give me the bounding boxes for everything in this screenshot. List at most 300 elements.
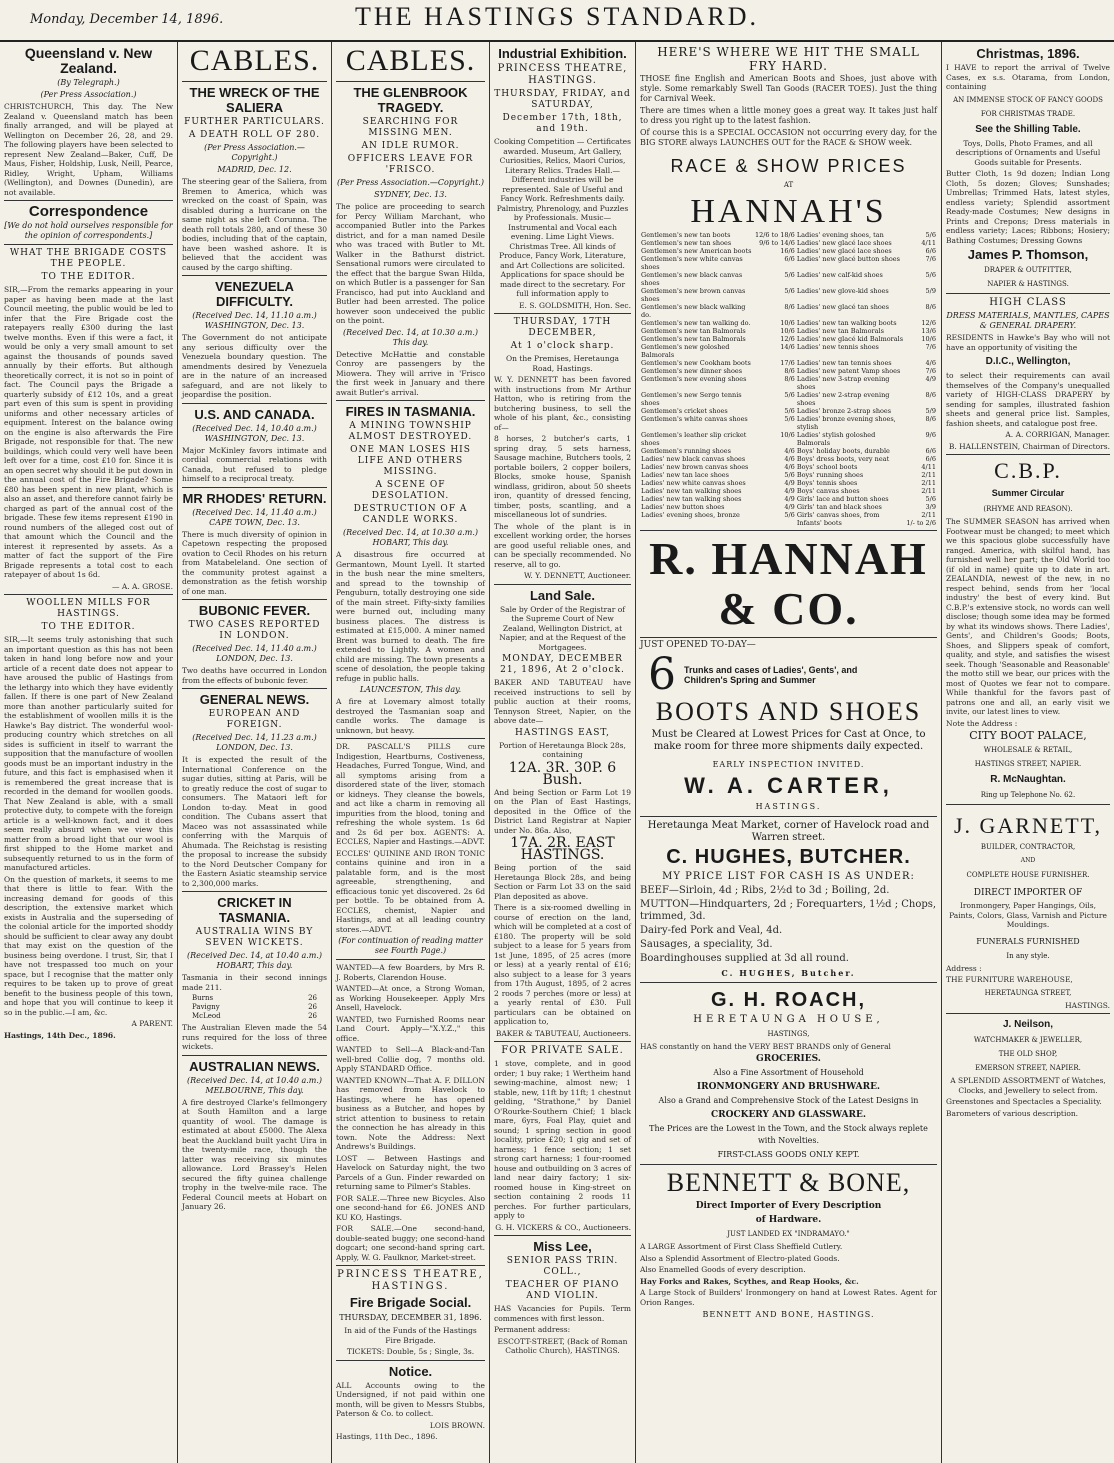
article-body: A disastrous fire occurred at Germantown, Mount Lyell. It started in the bush near the mine smelters, and spread to the township of Penguburn, totally destroying one side of the main street. Fifty-sixty families were burned out, including many business places. The distress is estimated at £15,000. A miner named Brent was burned to death. The fire extended to Lightly. A women and child are missing. The town presents a scene of desolation, the people taking refuge in public halls. bbox=[336, 550, 485, 683]
price-table-body bbox=[640, 231, 937, 527]
article-heading: VENEZUELA DIFFICULTY. bbox=[215, 279, 294, 309]
newspaper-title: THE HASTINGS STANDARD. bbox=[354, 2, 760, 31]
ad-body: Being portion of the said Heretaunga Block 28s, and being Section or Farm Lot 33 on the said Plan deposited as above. bbox=[494, 863, 631, 901]
item-name: Ladies' new tan walking boots bbox=[796, 319, 897, 327]
price-item: Boardinghouses supplied at 3d all round. bbox=[640, 952, 849, 964]
item-name: Girls' canvas shoes, from bbox=[796, 511, 880, 519]
auction-date: MONDAY, DECEMBER 21, 1896, At 2 o'clock. bbox=[500, 654, 625, 675]
dateline: MADRID, Dec. 12. bbox=[217, 165, 292, 174]
ad-subheading: AND bbox=[1020, 857, 1036, 864]
ad-body: In aid of the Funds of the Hastings Fire Brigade. bbox=[344, 1326, 477, 1345]
divider bbox=[640, 637, 937, 638]
item-name: Gentlemen's new goloshed Balmorals bbox=[641, 343, 730, 359]
divider bbox=[494, 1041, 631, 1042]
article-heading: MR RHODES' RETURN. bbox=[182, 490, 327, 506]
ad-body: The Prices are the Lowest in the Town, and the Stock always replete with Novelties. bbox=[649, 1124, 928, 1145]
item-name: Ladies' new tan lace shoes bbox=[641, 471, 729, 479]
ad-body: Of course this is a SPECIAL OCCASION not occurring every day, for the BIG STORE always LAUNCHES OUT for the RACE & SHOW week. bbox=[640, 128, 937, 147]
price-row bbox=[640, 247, 937, 255]
item-name: Gentlemen's new tan Balmorals bbox=[641, 327, 746, 335]
dateline: (Received Dec. 14, at 10.30 a.m.) This day. bbox=[342, 327, 479, 347]
ad-body: Toys, Dolls, Photo Frames, and all descriptions of Ornaments and Useful Goods suitable for Presents. bbox=[955, 138, 1101, 167]
divider bbox=[182, 891, 327, 892]
divider bbox=[182, 275, 327, 276]
article-body: It is expected the result of the International Conference on the sugar duties, sitting at Paris, will be to greatly reduce the cost of sugar to consumers. The Mataori left for London to-day. Meat in good condition. The Cubans assert that Maceo was not assassinated while conferring with the Marquis of Ahumada. The Reichstag is resisting the proposal to increase the subsidy to the Nord Deutscher Company for the Eastern Asiatic steamship service to 2,300,000 marks. bbox=[182, 755, 327, 888]
dateline: (Received Dec. 14, at 10.40 a.m.) MELBOURNE, This day. bbox=[186, 1075, 323, 1095]
ad-subheading: HASTINGS, bbox=[767, 1029, 810, 1038]
ad-body: Ironmongery, Paper Hangings, Oils, Paints, Colors, Glass, Varnish and Picture Mouldings. bbox=[949, 901, 1107, 929]
ad-body: A SPLENDID ASSORTMENT of Watches, Clocks, and Jewellery to select from. bbox=[950, 1076, 1106, 1095]
divider bbox=[336, 81, 485, 82]
classified-ad: WANTED—At once, a Strong Woman, as Working Housekeeper. Apply Mrs Ansell, Havelock. bbox=[336, 984, 485, 1012]
price-row bbox=[640, 335, 937, 343]
price-row bbox=[640, 343, 937, 359]
disclaimer: [We do not hold ourselves responsible for the opinion of correspondents.] bbox=[4, 221, 173, 240]
divider bbox=[4, 244, 173, 245]
ad-signature: BENNETT AND BONE, HASTINGS. bbox=[702, 1310, 875, 1319]
article-body: Major McKinley favors intimate and cordial commercial relations with Canada, but refused to pledge himself to a reciprocal treaty. bbox=[182, 445, 327, 483]
item-name: Ladies' new glove-kid shoes bbox=[796, 287, 889, 295]
article-heading: THE WRECK OF THE SALIERA bbox=[189, 85, 320, 115]
divider bbox=[946, 454, 1110, 455]
item-name: Ladies' new button shoes bbox=[641, 503, 725, 511]
ad-signature: BAKER & TABUTEAU, Auctioneers. bbox=[495, 1028, 631, 1038]
price-row bbox=[640, 471, 937, 479]
roach-heading: G. H. ROACH, bbox=[710, 988, 867, 1011]
ad-body: The SUMMER SEASON has arrived when Footwear must be changed; to meet which we this spacious globe successfully have ranged. America, with skilful hand, has furnished well her part; the Old World too (if old in name) quite up to date in art. ZEALANDIA, newest of the new, in no respect behind, sends from her 'local industry' the best of every kind. But C.B.P.'s extensive stock, no words can well disclose; though some idea may be formed by what its windows shows. There Ladies', Gents', and Children's Goods; Boots, Shoes, and Slippers speak of comfort, quality, and style, and satisfies the wisest seek. Though 'Seasonable and Reasonable' the motto still we bear, our prices with the most of Quotes we fear not to compare. While thankful for the favors past of patrons one and all, an early visit we invite, our latest lines to view. bbox=[946, 517, 1110, 716]
item-name: Ladies' new glacé lace shoes bbox=[796, 247, 892, 255]
dateline: SYDNEY, Dec. 13. bbox=[374, 190, 447, 199]
item-name bbox=[640, 519, 754, 527]
item-name: Gentlemen's new brown canvas shoes bbox=[641, 287, 746, 303]
ad-body: CROCKERY AND GLASSWARE. bbox=[710, 1110, 867, 1120]
item-name: Ladies' new calf-kid shoes bbox=[796, 271, 883, 279]
item-price: 5/6 bbox=[925, 495, 936, 503]
ad-body: THOSE fine English and American Boots and Shoes, just above with style. Some remarkably Swell Tan Goods (RACER TOES). Just the thing for Carnival Week. bbox=[640, 74, 937, 103]
item-name: Gentlemen's new tan Balmorals bbox=[641, 335, 746, 343]
ad-body: Must be Cleared at Lowest Prices for Cast at Once, to make room for three more shipments daily expected. bbox=[651, 728, 926, 752]
advertisement: ECCLES' QUININE AND IRON TONIC contains quinine and iron in a palatable form, and is the most agreeable, strengthening, and efficacious tonic yet discovered. 2s 6d per bottle. To be obtained from A. ECCLES, chemist, Napier and Hastings, and at all leading country stores.—ADVT. bbox=[336, 848, 485, 934]
price-row bbox=[640, 255, 937, 271]
bennett-heading: BENNETT & BONE, bbox=[666, 1168, 911, 1197]
ad-body: Heretaunga Meat Market, corner of Havelock road and Warren street. bbox=[647, 819, 930, 843]
classified-ad: WANTED to Sell—A Black-and-Tan well-bred Collie dog, 7 months old. Apply STANDARD Office. bbox=[336, 1045, 485, 1073]
item-name: Ladies' new tan walking shoes bbox=[641, 487, 742, 495]
column-1 bbox=[0, 42, 178, 1463]
ad-heading: FUNERALS FURNISHED bbox=[976, 936, 1080, 946]
item-price: 5/6 bbox=[925, 231, 936, 239]
item-price: 13/6 bbox=[921, 327, 936, 335]
ad-body: There are times when a little money goes a great way. It takes just half to dress you right up to the latest fashion. bbox=[640, 106, 937, 125]
item-price: 4/9 bbox=[784, 503, 795, 511]
ad-body: TICKETS: Double, 5s ; Single, 3s. bbox=[346, 1347, 475, 1356]
item-name: Ladies' new glacé tan shoes bbox=[796, 303, 889, 311]
classified-ad: FOR SALE.—Three new Bicycles. Also one second-hand for £6. JONES AND KU KO, Hastings. bbox=[336, 1193, 485, 1222]
price-row bbox=[640, 407, 937, 415]
divider bbox=[182, 1055, 327, 1056]
ad-body: Also a Fine Assortment of Household bbox=[713, 1068, 864, 1077]
auction-location: On the Premises, Heretaunga Road, Hastings. bbox=[506, 354, 619, 373]
hughes-heading: C. HUGHES, BUTCHER. bbox=[666, 845, 911, 868]
price-row bbox=[640, 495, 937, 503]
item-name: Gentlemen's white canvas shoes bbox=[641, 415, 748, 423]
ad-subheading: HASTINGS. bbox=[755, 801, 822, 811]
section-title: CABLES. bbox=[189, 44, 320, 77]
item-price: 4/11 bbox=[921, 239, 936, 247]
notice-signature: LOIS BROWN. bbox=[429, 1420, 485, 1430]
ad-subheading: NAPIER & HASTINGS. bbox=[987, 280, 1069, 288]
item-price: 4/9 bbox=[784, 479, 795, 487]
item-price: 5/9 bbox=[925, 287, 936, 295]
ad-subheading: December 17th, 18th, and 19th. bbox=[502, 113, 623, 134]
price-table bbox=[640, 231, 937, 527]
ad-body: Greenstones and Spectacles a Speciality. bbox=[946, 1097, 1102, 1106]
item-price: 12/6 to 18/6 bbox=[754, 231, 795, 239]
item-price: 8/6 bbox=[784, 375, 795, 383]
article-body: A fire destroyed Clarke's fellmongery at South Hamilton and a large quantity of wool. The damage is estimated at about £5000. The Alexa beat the Auckland built yacht Uira in the twenty-mile race, though the latter was receiving six minutes allowance. Lord Brassey's Helen secured the fifty guinea challenge trophy in the twelve-mile race. The Federal Council meets at Hobart on January 26. bbox=[182, 1097, 327, 1211]
article-heading: FIRES IN TASMANIA. bbox=[345, 404, 476, 419]
ad-body: There is a six-roomed dwelling in course of erection on the land, which will be completed at a cost of £180. The property will be sold subject to a lease for 5 years from 1st June, 1895, of 25 acres (more or less) at a yearly rental of £16; also subject to a lease for 3 years from 17th August, 1895, of 2 acres 2 roods 7 perches (more or less) at a yearly rental of £30. Full particulars can be obtained on application to, bbox=[494, 903, 631, 1026]
ad-signature: G. H. VICKERS & CO., Auctioneers. bbox=[495, 1222, 631, 1232]
letter-heading: WHAT THE BRIGADE COSTS THE PEOPLE. bbox=[9, 248, 168, 269]
classified-ad: WANTED KNOWN—That A. F. DILLON has removed from Havelock to Hastings, where he has opened business as a Butcher, and hopes by strict attention to business to retain the connection he has already in this town. Note the Address: Next Andrews's Buildings. bbox=[336, 1075, 485, 1151]
classified-ad: LOST — Between Hastings and Havelock on Saturday night, the two Parcels of a Gun. Finder rewarded on returning same to Pilmer's Stables. bbox=[336, 1153, 485, 1191]
item-name: Ladies' evening shoes, tan bbox=[796, 231, 884, 239]
price-row bbox=[640, 287, 937, 303]
item-name: Gentlemen's leather slip cricket shoes bbox=[641, 431, 747, 447]
ad-body: HASTINGS. bbox=[1065, 1000, 1110, 1010]
column-2 bbox=[178, 42, 332, 1463]
divider bbox=[336, 1265, 485, 1266]
article-body: The Government do not anticipate any serious difficulty over the Venezuela boundary question. The amendments desired by Venezuela are in the nature of an increased safeguard, and are not likely to jeopardise the position. bbox=[182, 333, 327, 399]
ad-subheading: HASTINGS EAST, bbox=[515, 727, 610, 738]
item-price: 4/6 bbox=[925, 359, 936, 367]
item-price: 6/6 bbox=[925, 455, 936, 463]
r-hannah-logo: R. HANNAH & CO. bbox=[649, 533, 928, 634]
item-name: Boys' tennis shoes bbox=[796, 479, 858, 487]
item-name: Gentlemen's new American boots bbox=[641, 247, 752, 255]
article-heading: AUSTRALIAN NEWS. bbox=[189, 1058, 320, 1074]
ad-heading: PRINCESS THEATRE, HASTINGS. bbox=[337, 1269, 484, 1292]
player-score: 26 bbox=[308, 1012, 317, 1020]
item-price: 8/6 bbox=[784, 303, 795, 311]
price-row bbox=[640, 479, 937, 487]
item-name: Ladies' new black canvas shoes bbox=[641, 455, 746, 463]
score-row bbox=[182, 1003, 327, 1012]
auction-signature: W. Y. DENNETT, Auctioneer. bbox=[523, 571, 631, 580]
divider bbox=[336, 738, 485, 739]
price-row bbox=[640, 271, 937, 287]
ad-subheading: of Hardware. bbox=[755, 1215, 822, 1225]
ad-subheading: EMERSON STREET, NAPIER. bbox=[975, 1064, 1081, 1072]
ad-subheading: Summer Circular bbox=[991, 488, 1065, 498]
ad-body: And being Section or Farm Lot 19 on the Plan of East Hastings, deposited in the Office of the District Land Registrar at Napier under No. 86a. Also, bbox=[494, 787, 631, 835]
ad-body: GROCERIES. bbox=[756, 1054, 821, 1064]
hannahs-heading: HANNAH'S bbox=[690, 193, 887, 230]
item-name: Ladies' new patent Vamp shoes bbox=[796, 367, 901, 375]
ad-body: FOR CHRISTMAS TRADE. bbox=[980, 109, 1076, 118]
letter-body: On the question of markets, it seems to me that there is little to fear. With the increasing demand for goods of this description, the extensive market which exists in Australia and the superseding of the colonial article for the imported shoddy should be sufficient to clear away any doubt that may exist on the question of the business being overdone. I trust, Sir, that I have not trespassed too much on your space, but I recognise that the matter only requires to be taken up to prove of great benefit to the business people of this town, and hope that you will continue to keep it so in the public.—I am, &c. bbox=[4, 874, 173, 1017]
ad-body: Note the Address : bbox=[946, 718, 1018, 728]
ad-body: THE FURNITURE WAREHOUSE, bbox=[946, 975, 1073, 984]
subheading: DESTRUCTION OF A CANDLE WORKS. bbox=[353, 504, 468, 525]
divider bbox=[946, 1013, 1110, 1014]
ad-body: Also Enamelled Goods of every description. bbox=[640, 1265, 806, 1274]
item-price: 4/6 bbox=[784, 463, 795, 471]
continuation-note: (For continuation of reading matter see Fourth Page.) bbox=[338, 936, 483, 955]
dateline: LAUNCESTON, This day. bbox=[359, 685, 462, 694]
section-title: CABLES. bbox=[345, 44, 476, 77]
item-name: Boys' running shoes bbox=[796, 471, 864, 479]
item-price: 17/6 bbox=[780, 359, 795, 367]
column-6 bbox=[942, 42, 1114, 1463]
divider bbox=[182, 688, 327, 689]
item-name: Ladies' new 2-strap evening shoes bbox=[796, 391, 890, 407]
ad-body: A Large Stock of Builders' Ironmongery on hand at Lowest Rates. Agent for Orion Ranges. bbox=[640, 1288, 937, 1307]
price-list-heading: MY PRICE LIST FOR CASH IS AS UNDER: bbox=[662, 870, 915, 882]
dateline: (Received Dec. 14, at 10.40 a.m.) HOBART, This day. bbox=[186, 951, 323, 970]
item-price: 7/6 bbox=[925, 343, 936, 351]
notice-heading: Notice. bbox=[388, 1363, 433, 1379]
column-5 bbox=[636, 42, 942, 1463]
item-name: Gentlemen's new black canvas shoes bbox=[641, 271, 743, 287]
ad-heading: FOR PRIVATE SALE. bbox=[501, 1045, 624, 1056]
item-price: 12/6 bbox=[921, 319, 936, 327]
ad-heading: Industrial Exhibition. bbox=[498, 46, 627, 61]
column-4 bbox=[490, 42, 636, 1463]
race-heading: RACE & SHOW PRICES bbox=[670, 156, 907, 176]
subheading: OFFICERS LEAVE FOR 'FRISCO. bbox=[347, 154, 474, 175]
ad-heading: Miss Lee, bbox=[533, 1239, 592, 1254]
subheading: A SCENE OF DESOLATION. bbox=[371, 480, 450, 501]
divider bbox=[494, 313, 631, 314]
ad-body: HERETAUNGA STREET, bbox=[984, 988, 1072, 997]
subheading: ONE MAN LOSES HIS LIFE AND OTHERS MISSING. bbox=[350, 445, 471, 477]
item-price: 5/6 bbox=[784, 271, 795, 279]
ad-body: Permanent address: bbox=[494, 1325, 571, 1334]
ad-heading: See the Shilling Table. bbox=[975, 123, 1081, 135]
item-price: 6/6 bbox=[925, 247, 936, 255]
article-body: The Australian Eleven made the 54 runs required for the loss of three wickets. bbox=[182, 1023, 327, 1051]
item-name: Gentlemen's new Cookham boots bbox=[641, 359, 751, 367]
item-price: 8/6 bbox=[925, 415, 936, 423]
item-price: 7/6 bbox=[925, 255, 936, 263]
item-name: Ladies' new tan tennis shoes bbox=[796, 359, 892, 367]
subheading: AN IDLE RUMOR. bbox=[361, 141, 460, 151]
classified-ad: FOR SALE.—One second-hand, double-seated buggy; one second-hand dogcart; one second-hand spring cart. Apply, W. G. Faulknor, Market-street. bbox=[336, 1224, 485, 1262]
ad-body: to select their requirements can avail themselves of the Company's unequalled variety of HIGH-CLASS DRAPERY by sending for samples, illustrated fashion sheets and general price list. Samples, fashion sheets, and catalogue post free. bbox=[946, 371, 1110, 428]
cbp-heading: C.B.P. bbox=[994, 458, 1062, 483]
item-name: Gentlemen's new dinner shoes bbox=[641, 367, 743, 375]
divider bbox=[4, 594, 173, 595]
item-price: 2/11 bbox=[921, 487, 936, 495]
ad-body: Also a Splendid Assortment of Electro-plated Goods. bbox=[640, 1253, 840, 1263]
player-name: Pavigny bbox=[192, 1003, 220, 1011]
ad-subheading: PRINCESS THEATRE, HASTINGS. bbox=[497, 63, 628, 86]
issue-date: Monday, December 14, 1896. bbox=[30, 12, 224, 27]
item-price: 2/11 bbox=[921, 511, 936, 519]
price-row bbox=[640, 367, 937, 375]
ad-subheading: COMPLETE HOUSE FURNISHER. bbox=[966, 871, 1090, 879]
price-row bbox=[640, 319, 937, 327]
dateline: (Received Dec. 14, 11.40 a.m.) CAPE TOWN, Dec. 13. bbox=[192, 507, 317, 527]
item-name: Ladies' new tennis shoes bbox=[796, 343, 879, 351]
item-price: 5/6 bbox=[925, 271, 936, 279]
divider bbox=[640, 530, 937, 531]
price-item: Dairy-fed Pork and Veal, 4d. bbox=[640, 924, 783, 936]
item-name: Ladies' new 3-strap evening shoes bbox=[796, 375, 890, 391]
player-score: 26 bbox=[308, 1003, 317, 1011]
item-price: 6/6 bbox=[784, 255, 795, 263]
letter-salutation: TO THE EDITOR. bbox=[41, 272, 136, 282]
article-body: Two deaths have occurred in London from the effects of bubonic fever. bbox=[182, 666, 327, 685]
ad-heading: Christmas, 1896. bbox=[976, 46, 1080, 61]
dateline: (Received Dec. 14, 11.23 a.m.) LONDON, Dec. 13. bbox=[192, 733, 317, 752]
item-name: Ladies' evening shoes, bronze bbox=[641, 511, 740, 519]
item-price: 16/6 bbox=[780, 247, 795, 255]
notice-date: Hastings, 11th Dec., 1896. bbox=[336, 1432, 438, 1441]
player-score: 26 bbox=[308, 994, 317, 1002]
ad-heading: HIGH CLASS bbox=[989, 297, 1067, 308]
price-row bbox=[640, 359, 937, 367]
six-numeral: 6 bbox=[648, 648, 676, 700]
ad-body: FIRST-CLASS GOODS ONLY KEPT. bbox=[717, 1150, 860, 1159]
item-price: 10/6 bbox=[780, 431, 795, 439]
ad-body: In any style. bbox=[1006, 951, 1050, 960]
item-name: Ladies' new glacé lace shoes bbox=[796, 239, 892, 247]
ad-subheading: THURSDAY, FRIDAY, and SATURDAY, bbox=[494, 89, 631, 110]
article-body: There is much diversity of opinion in Capetown respecting the proposed ovation to Cecil Rhodes on his return from Matabeleland. One section of the community protest against a demonstration as the fetish worship of one man. bbox=[182, 529, 327, 596]
ad-subheading: SENIOR PASS TRIN. COLL., bbox=[506, 1256, 619, 1277]
price-row bbox=[640, 431, 937, 447]
item-name: Ladies' new glacé kid Balmorals bbox=[796, 335, 904, 343]
subheading: A DEATH ROLL OF 280. bbox=[188, 130, 321, 140]
item-price: 8/6 bbox=[925, 391, 936, 399]
item-price: 8/6 bbox=[925, 303, 936, 311]
ad-heading: CITY BOOT PALACE, bbox=[969, 729, 1087, 742]
classified-ad: WANTED, two Furnished Rooms near Land Court. Apply—"X.Y.Z.," this office. bbox=[336, 1014, 485, 1043]
item-name: Boys' holiday boots, durable bbox=[796, 447, 890, 455]
item-name: Infants' boots bbox=[796, 519, 842, 527]
garnett-heading: J. GARNETT, bbox=[953, 813, 1103, 838]
article-body: The police are proceeding to search for Percy William Marchant, who accompanied Butler into the Parkes district, and for a man named Desile who was traced with Butler to Mt. Walker in the Bathurst district. Sensational rumors were circulated to the effect that the bargue Swan Hilda, on which Butler is a passenger for San Francisco, had put into Auckland and Butler had been arrested. The police however soon undeceived the public on the point. bbox=[336, 202, 485, 325]
ad-body: 1 stove, complete, and in good order; 1 buy rake; 1 Wertheim hand sewing-machine, almost new; 1 stable, new, 11ft by 11ft; 1 chestnut gelding, "Strathone," by Daniel O'Rourke-Southern Chief; 1 black mare, 6yrs, Foal Play, quiet and sound; 1 spring section in good locality, price £20; 1 gig and set of harness; 1 fence section; 1 set strong cart harness; 1 four-roomed house and outbuilding on 3 acres of land near dairy factory; 1 six-roomed house in King-street on section containing 2 roods 11 perches. For further particulars, apply to bbox=[494, 1059, 631, 1220]
letter-signature: A PARENT. bbox=[131, 1019, 173, 1028]
at-label: AT bbox=[783, 181, 794, 189]
divider bbox=[182, 81, 327, 82]
letter-date: Hastings, 14th Dec., 1896. bbox=[4, 1030, 116, 1040]
price-row bbox=[640, 231, 937, 239]
advertisement: DR. PASCALL'S PILLS cure Indigestion, Heartburns, Costiveness, Headaches, Furred Tongue, Wind, and all symptoms arising from a disordered state of the liver, stomach or kidneys. They cleanse the bowels, and act like a charm in removing all impurities from the blood, toning and refreshing the whole system. 1s 6d and 2s 6d per box. AGENTS: A. ECCLES, Napier and Hastings.—ADVT. bbox=[336, 742, 485, 846]
divider bbox=[182, 599, 327, 600]
item-price: 4/9 bbox=[925, 375, 936, 383]
item-price: 3/9 bbox=[925, 503, 936, 511]
ad-list: Butter Cloth, 1s 9d dozen; Indian Long Cloth, 5s dozen; Gloves; Sunshades; Umbrellas; Trimmed Hats, latest styles, endless variety; Splendid assortment Ready-made Costumes; New designs in Prints and Crepons; Dress materials in endless variety; Laces; Ribbons; Hosiery; Bathing Costumes; Dressing Gowns bbox=[946, 169, 1110, 245]
ad-subheading: BUILDER, CONTRACTOR, bbox=[980, 843, 1076, 851]
item-name: Gentlemen's cricket shoes bbox=[641, 407, 728, 415]
price-row bbox=[640, 303, 937, 319]
ad-subheading: HASTINGS STREET, NAPIER. bbox=[974, 760, 1082, 768]
item-price: 10/6 bbox=[780, 319, 795, 327]
item-price: 4/6 bbox=[784, 455, 795, 463]
article-body: Tasmania in their second innings made 211. bbox=[182, 973, 327, 992]
subheading: FURTHER PARTICULARS. bbox=[184, 117, 325, 127]
item-name: Boys' canvas shoes bbox=[796, 487, 860, 495]
item-name: Ladies' stylish goloshed Balmorals bbox=[796, 431, 876, 447]
ad-body: I HAVE to report the arrival of Twelve Cases, ex s.s. Otarama, from London, containing bbox=[946, 63, 1110, 91]
item-name: Ladies' new tan Balmorals bbox=[796, 327, 884, 335]
ad-heading: DIRECT IMPORTER OF bbox=[973, 888, 1083, 898]
carter-heading: W. A. CARTER, bbox=[684, 772, 893, 798]
divider bbox=[494, 584, 631, 585]
item-price: 12/6 bbox=[780, 335, 795, 343]
item-price: 2/11 bbox=[921, 471, 936, 479]
section-heading: Correspondence bbox=[28, 203, 149, 220]
item-name: Ladies' new tan walking shoes bbox=[641, 495, 742, 503]
item-name: Ladies' new white canvas shoes bbox=[641, 479, 746, 487]
ad-body: Children's Spring and Summer bbox=[684, 674, 816, 685]
ad-heading: D.I.C., Wellington, bbox=[985, 356, 1071, 367]
price-row bbox=[640, 519, 937, 527]
ad-body: JUST OPENED TO-DAY— bbox=[640, 640, 756, 650]
article-body: A fire at Lovemary almost totally destroyed the Tasmanian soap and candle works. The damage is unknown, but heavy. bbox=[336, 697, 485, 735]
divider bbox=[336, 1360, 485, 1361]
divider bbox=[336, 959, 485, 960]
item-price bbox=[754, 519, 796, 527]
price-row bbox=[640, 455, 937, 463]
item-price: 2/11 bbox=[921, 479, 936, 487]
ad-body: JUST LANDED EX "INDRAMAYO." bbox=[727, 1230, 850, 1238]
ad-body: Ring up Telephone No. 62. bbox=[980, 791, 1076, 799]
item-price: 5/6 bbox=[784, 287, 795, 295]
article-body: The steering gear of the Saliera, from Bremen to America, which was wrecked on the coast of Spain, was disabled during a hurricane on the same night as she left Corunna. The death roll totals 280, and of these 30 bodies, including that of the captain, have been washed ashore. It is believed that the accident was caused by the cargo shifting. bbox=[182, 177, 327, 272]
item-price: 5/6 bbox=[784, 471, 795, 479]
item-price: 5/6 bbox=[784, 407, 795, 415]
divider bbox=[946, 804, 1110, 805]
divider bbox=[336, 400, 485, 401]
dateline: (Received Dec. 14, 11.10 a.m.) WASHINGTON, Dec. 13. bbox=[192, 311, 317, 330]
ad-signature: E. S. GOLDSMITH, Hon. Sec. bbox=[519, 300, 631, 310]
item-name: Gentlemen's new white canvas shoes bbox=[641, 255, 743, 271]
dateline: (Received Dec. 14, 11.40 a.m.) LONDON, Dec. 13. bbox=[192, 644, 317, 663]
item-price: 1/- to 2/6 bbox=[906, 519, 936, 527]
subheading: EUROPEAN AND FOREIGN. bbox=[208, 709, 301, 730]
column-3 bbox=[332, 42, 490, 1463]
ad-body: IRONMONGERY AND BRUSHWARE. bbox=[696, 1082, 881, 1092]
article-heading: BUBONIC FEVER. bbox=[198, 603, 311, 618]
score-row bbox=[182, 1012, 327, 1021]
player-name: McLeod bbox=[192, 1012, 221, 1020]
ad-heading: James P. Thomson, bbox=[967, 247, 1089, 262]
ad-body: Address : bbox=[946, 963, 982, 973]
article-heading: GENERAL NEWS. bbox=[199, 692, 310, 707]
item-price: 7/6 bbox=[925, 367, 936, 375]
divider bbox=[182, 403, 327, 404]
item-name: Gentlemen's new Sergo tennis shoes bbox=[641, 391, 742, 407]
article-heading: U.S. AND CANADA. bbox=[194, 406, 315, 422]
item-name: Ladies' new brown canvas shoes bbox=[641, 463, 749, 471]
ad-body: Cooking Competition — Certificates awarded. Museum, Art Gallery, Curiosities, Relics, Maori Curios, Literary Relics. Trades Hall.—Different industries will be represented. Sale of Useful and Fancy Work. Refreshments daily. Palmistry, Phrenology, and Puzzles by Professionals. Music—Instrumental and Vocal each evening. Lime Light Views. Christmas Tree. All kinds of Produce, Fancy Work, Literature, and Art Collections are solicited. Applications for space should be made direct to the secretary. For full information apply to bbox=[494, 137, 631, 298]
land-area: 17A. 2R. EAST HASTINGS. bbox=[510, 835, 615, 863]
divider bbox=[182, 487, 327, 488]
auction-list: 8 horses, 2 butcher's carts, 1 spring dray, 5 sets harness, Sausage machine, Butchers tools, 2 portable boilers, 2 copper boilers, Blocks, smoke house, Spanish windlass, gridiron, about 50 sheets iron, quantity of dressed fencing, timber, posts, scantling, and a miscellaneous lot of sundries. bbox=[494, 434, 631, 519]
ad-subheading: WATCHMAKER & JEWELLER, bbox=[973, 1036, 1083, 1044]
ad-subheading: WHOLESALE & RETAIL, bbox=[983, 746, 1073, 754]
item-price: 8/6 bbox=[784, 367, 795, 375]
ad-signature: B. HALLENSTEIN, Chairman of Directors. bbox=[948, 441, 1110, 451]
article-heading: CRICKET IN TASMANIA. bbox=[217, 895, 292, 925]
ad-heading: HERE'S WHERE WE HIT THE SMALL bbox=[657, 45, 920, 59]
